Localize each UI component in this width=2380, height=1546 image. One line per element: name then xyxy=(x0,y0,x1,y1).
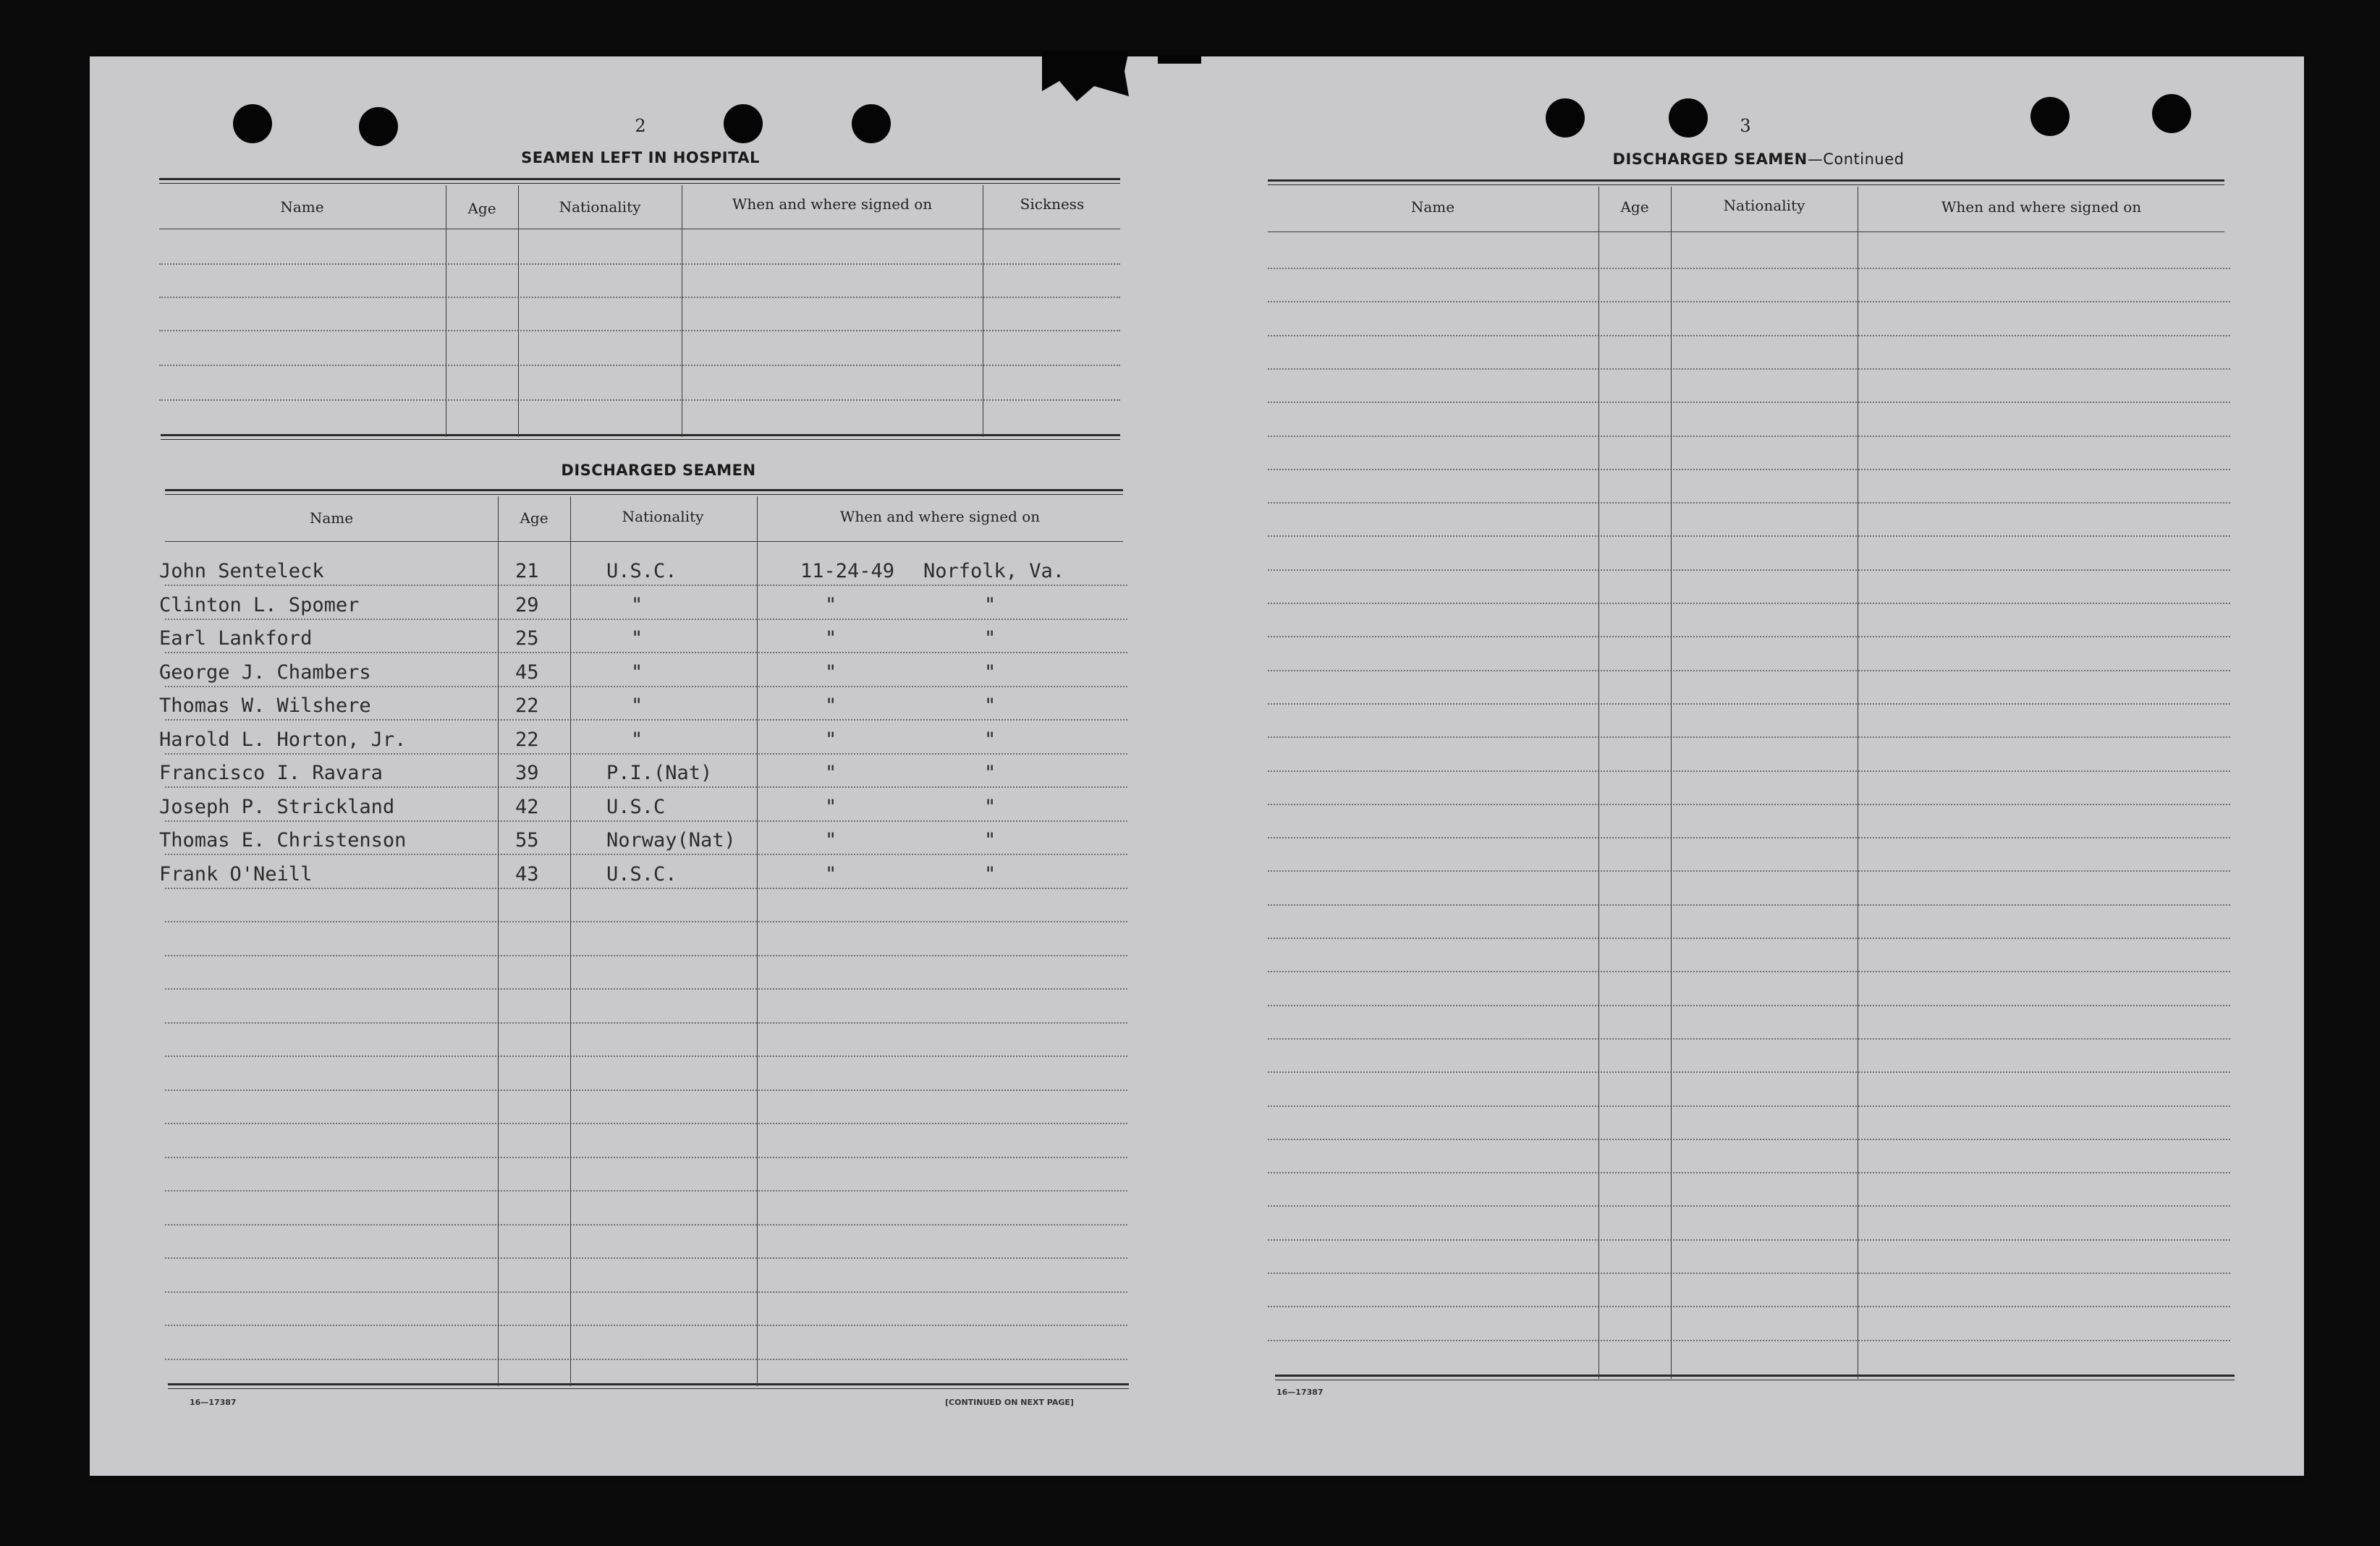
row-age: 25 xyxy=(515,627,539,650)
discharged-row-line xyxy=(165,1325,1127,1326)
discharged-row-line xyxy=(165,1190,1127,1192)
row-signed-place: " xyxy=(984,829,996,851)
continued-row-line xyxy=(1268,1071,2230,1073)
discharged-row-line xyxy=(165,1022,1127,1024)
discharged-row-line xyxy=(165,585,1127,586)
hospital-row-line xyxy=(159,399,1120,401)
discharged-row-line xyxy=(165,888,1127,889)
hospital-section-title: SEAMEN LEFT IN HOSPITAL xyxy=(521,149,760,166)
discharged-row-line xyxy=(165,1359,1127,1360)
row-name: Joseph P. Strickland xyxy=(159,795,395,818)
punch-hole xyxy=(233,104,272,143)
row-nationality: " xyxy=(631,593,643,616)
continued-row-line xyxy=(1268,569,2230,571)
discharged-row-line xyxy=(165,988,1127,990)
row-age: 21 xyxy=(515,560,539,582)
row-nationality: U.S.C. xyxy=(606,560,677,582)
continued-row-line xyxy=(1268,1139,2230,1140)
discharged-row-line xyxy=(165,1224,1127,1226)
continued-row-line xyxy=(1268,938,2230,939)
form-number: 16—17387 xyxy=(1276,1388,1324,1397)
page-number: 2 xyxy=(635,116,646,136)
continued-row-line xyxy=(1268,335,2230,336)
row-nationality: " xyxy=(631,728,643,751)
punch-hole xyxy=(1669,98,1708,137)
row-name: Thomas W. Wilshere xyxy=(159,695,371,717)
discharged-row-line xyxy=(165,1157,1127,1158)
row-signed-place: " xyxy=(984,627,996,650)
continued-bottom-rule xyxy=(1275,1375,2235,1380)
punch-hole xyxy=(359,107,398,146)
row-age: 43 xyxy=(515,862,539,885)
discharged-row-line xyxy=(165,619,1127,620)
punch-hole xyxy=(2030,97,2070,136)
continued-row-line xyxy=(1268,1172,2230,1173)
page-gutter xyxy=(1158,56,1201,64)
discharged-row-line xyxy=(165,719,1127,721)
row-name: Frank O'Neill xyxy=(159,862,313,885)
continued-row-line xyxy=(1268,904,2230,906)
row-nationality: U.S.C xyxy=(606,795,666,818)
continued-row-line xyxy=(1268,870,2230,872)
row-signed-place: " xyxy=(984,862,996,885)
continued-row-line xyxy=(1268,1306,2230,1307)
hospital-col-divider xyxy=(518,185,519,437)
discharged-row-line xyxy=(165,753,1127,755)
continued-col-divider xyxy=(1671,187,1672,1379)
punch-hole xyxy=(1546,98,1585,137)
continued-col-signed-on: When and where signed on xyxy=(1941,198,2142,216)
row-signed-date: " xyxy=(825,627,837,650)
continued-row-line xyxy=(1268,1205,2230,1207)
row-nationality: Norway(Nat) xyxy=(606,829,736,851)
continued-row-line xyxy=(1268,1340,2230,1341)
discharged-row-line xyxy=(165,1090,1127,1091)
row-name: Earl Lankford xyxy=(159,627,313,650)
continued-row-line xyxy=(1268,1005,2230,1006)
continued-row-line xyxy=(1268,804,2230,805)
continued-row-line xyxy=(1268,670,2230,671)
discharged-row-line xyxy=(165,820,1127,822)
discharged-col-nationality: Nationality xyxy=(622,508,704,525)
hospital-bottom-rule xyxy=(161,434,1120,440)
hospital-col-name: Name xyxy=(280,198,324,216)
continued-row-line xyxy=(1268,469,2230,470)
continued-row-line xyxy=(1268,971,2230,972)
discharged-row-line xyxy=(165,1056,1127,1057)
discharged-col-divider xyxy=(498,496,499,1386)
continued-title-suffix: —Continued xyxy=(1807,150,1905,168)
hospital-col-age: Age xyxy=(467,200,496,217)
row-name: Clinton L. Spomer xyxy=(159,593,360,616)
continued-row-line xyxy=(1268,535,2230,537)
document-sheet xyxy=(90,56,2304,1476)
discharged-row-line xyxy=(165,1257,1127,1259)
continued-col-divider xyxy=(1598,187,1599,1379)
discharged-col-name: Name xyxy=(309,509,354,527)
continued-col-name: Name xyxy=(1410,198,1455,216)
discharged-row-line xyxy=(165,921,1127,922)
row-age: 42 xyxy=(515,795,539,818)
continued-col-nationality: Nationality xyxy=(1723,197,1805,214)
hospital-row-line xyxy=(159,263,1120,265)
discharged-header-rule xyxy=(165,541,1123,542)
hospital-row-line xyxy=(159,297,1120,298)
discharged-row-line xyxy=(165,1291,1127,1293)
row-name: Francisco I. Ravara xyxy=(159,762,383,784)
continued-row-line xyxy=(1268,502,2230,504)
continued-row-line xyxy=(1268,301,2230,302)
row-name: Harold L. Horton, Jr. xyxy=(159,728,407,751)
continued-row-line xyxy=(1268,1038,2230,1040)
continued-row-line xyxy=(1268,268,2230,269)
hospital-top-rule xyxy=(159,178,1120,184)
row-name: Thomas E. Christenson xyxy=(159,829,407,851)
row-signed-date: " xyxy=(825,695,837,717)
row-signed-date: " xyxy=(825,661,837,684)
row-age: 22 xyxy=(515,695,539,717)
discharged-col-divider xyxy=(757,496,758,1386)
row-age: 29 xyxy=(515,593,539,616)
row-signed-date: 11-24-49 xyxy=(800,560,895,582)
discharged-row-line xyxy=(165,955,1127,956)
row-age: 22 xyxy=(515,728,539,751)
discharged-bottom-rule xyxy=(168,1383,1129,1389)
discharged-row-line xyxy=(165,652,1127,653)
discharged-row-line xyxy=(165,786,1127,788)
discharged-row-line xyxy=(165,686,1127,687)
hospital-row-line xyxy=(159,365,1120,366)
continued-row-line xyxy=(1268,1105,2230,1107)
hospital-col-sickness: Sickness xyxy=(1020,195,1085,213)
row-name: George J. Chambers xyxy=(159,661,371,684)
row-nationality: " xyxy=(631,627,643,650)
continued-note: [CONTINUED ON NEXT PAGE] xyxy=(945,1398,1074,1407)
row-nationality: U.S.C. xyxy=(606,862,677,885)
continued-row-line xyxy=(1268,636,2230,637)
row-signed-place: " xyxy=(984,795,996,818)
discharged-section-title: DISCHARGED SEAMEN xyxy=(561,462,756,479)
continued-title-text: DISCHARGED SEAMEN xyxy=(1612,150,1808,168)
row-age: 55 xyxy=(515,829,539,851)
discharged-row-line xyxy=(165,1123,1127,1124)
row-nationality: " xyxy=(631,695,643,717)
continued-row-line xyxy=(1268,402,2230,403)
punch-hole xyxy=(852,104,891,143)
hospital-row-line xyxy=(159,330,1120,331)
discharged-col-divider xyxy=(570,496,571,1386)
continued-row-line xyxy=(1268,736,2230,738)
form-number: 16—17387 xyxy=(190,1398,237,1407)
discharged-col-age: Age xyxy=(520,509,549,527)
continued-row-line xyxy=(1268,770,2230,772)
row-signed-place: " xyxy=(984,728,996,751)
hospital-col-signed-on: When and where signed on xyxy=(732,195,933,213)
row-age: 39 xyxy=(515,762,539,784)
continued-col-age: Age xyxy=(1620,198,1649,216)
continued-row-line xyxy=(1268,436,2230,437)
hospital-col-nationality: Nationality xyxy=(559,198,641,216)
row-signed-date: " xyxy=(825,762,837,784)
punch-hole xyxy=(2152,94,2191,133)
row-signed-place: " xyxy=(984,661,996,684)
punch-hole xyxy=(724,104,763,143)
row-nationality: " xyxy=(631,661,643,684)
row-signed-date: " xyxy=(825,862,837,885)
row-signed-date: " xyxy=(825,728,837,751)
discharged-row-line xyxy=(165,854,1127,855)
row-signed-place: " xyxy=(984,762,996,784)
continued-row-line xyxy=(1268,837,2230,838)
row-name: John Senteleck xyxy=(159,560,324,582)
continued-top-rule xyxy=(1268,179,2224,185)
continued-row-line xyxy=(1268,1239,2230,1241)
continued-row-line xyxy=(1268,603,2230,604)
continued-row-line xyxy=(1268,703,2230,705)
continued-row-line xyxy=(1268,368,2230,370)
row-age: 45 xyxy=(515,661,539,684)
continued-section-title xyxy=(1556,150,1961,168)
row-signed-place: Norfolk, Va. xyxy=(923,560,1065,582)
row-signed-place: " xyxy=(984,695,996,717)
row-signed-place: " xyxy=(984,593,996,616)
row-signed-date: " xyxy=(825,795,837,818)
row-signed-date: " xyxy=(825,829,837,851)
continued-row-line xyxy=(1268,1273,2230,1274)
discharged-top-rule xyxy=(165,489,1123,495)
row-signed-date: " xyxy=(825,593,837,616)
row-nationality: P.I.(Nat) xyxy=(606,762,713,784)
discharged-col-signed-on: When and where signed on xyxy=(839,508,1041,525)
page-number: 3 xyxy=(1740,116,1751,136)
